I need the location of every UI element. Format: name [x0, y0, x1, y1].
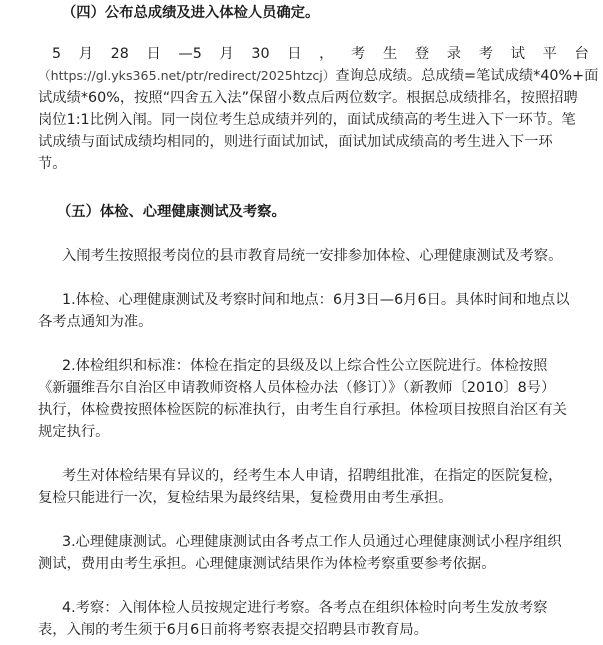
- paragraph-line: 试成绩*60%，按照“四舍五入法”保留小数点后两位数字。根据总成绩排名，按照招聘: [38, 90, 578, 106]
- spread-token: 月: [219, 46, 234, 62]
- spread-token: 日: [287, 46, 302, 62]
- spread-token: 日: [146, 46, 161, 62]
- list-item: 各考点通知为准。: [38, 314, 153, 330]
- list-item: 执行，体检费按照体检医院的标准执行，由考生自行承担。体检项目按照自治区有关: [38, 402, 567, 418]
- url-text: （https://gl.yks365.net/ptr/redirect/2025htzcj）: [38, 68, 336, 83]
- list-item: 测试，费用由考生承担。心理健康测试结果作为体检考察重要参考依据。: [38, 556, 496, 572]
- paragraph-line: [52, 44, 603, 64]
- spread-token: 生: [382, 46, 398, 62]
- paragraph-line: 复检只能进行一次，复检结果为最终结果，复检费用由考生承担。: [38, 490, 453, 506]
- paragraph-line: 节。: [38, 156, 67, 172]
- list-item: 2.体检组织和标准：体检在指定的县级及以上综合性公立医院进行。体检按照: [62, 358, 548, 374]
- spread-token: 登: [414, 46, 430, 62]
- list-item: 规定执行。: [38, 424, 110, 440]
- spread-token: 考: [351, 46, 366, 62]
- spread-token: ，: [319, 46, 334, 62]
- list-item: 《新疆维吾尔自治区申请教师资格人员体检办法（修订）》（新教师〔2010〕8号）: [38, 380, 556, 396]
- spread-token: 5: [52, 46, 62, 62]
- spread-token: —5: [178, 46, 202, 62]
- paragraph-line: 试成绩与面试成绩均相同的，则进行面试加试，面试加试成绩高的考生进入下一环: [38, 134, 553, 150]
- paragraph-line: 入闱考生按照报考岗位的县市教育局统一安排参加体检、心理健康测试及考察。: [62, 248, 563, 264]
- spread-token: 台: [574, 46, 589, 62]
- spread-token: 28: [110, 46, 129, 62]
- section-heading-5: （五）体检、心理健康测试及考察。: [57, 204, 286, 220]
- spread-token: 考: [478, 46, 494, 62]
- spread-token: 试: [510, 46, 525, 62]
- paragraph-line: （https://gl.yks365.net/ptr/redirect/2025htzcj）查询总成绩。总成绩=笔试成绩*40%+面: [38, 68, 599, 84]
- spread-token: 平: [542, 46, 557, 62]
- list-item: 1.体检、心理健康测试及考察时间和地点：6月3日—6月6日。具体时间和地点以: [62, 292, 570, 308]
- paragraph-line: 岗位1:1比例入闱。同一岗位考生总成绩并列的，面试成绩高的考生进入下一环节。笔: [38, 112, 576, 128]
- spread-token: 录: [446, 46, 462, 62]
- list-item: 表，入闱的考生须于6月6日前将考察表提交招聘县市教育局。: [38, 622, 428, 638]
- spread-token: 月: [78, 46, 94, 62]
- list-item: 4.考察：入闱体检人员按规定进行考察。各考点在组织体检时向考生发放考察: [62, 600, 548, 616]
- section-heading-4: （四）公布总成绩及进入体检人员确定。: [62, 5, 320, 21]
- list-item: 3.心理健康测试。心理健康测试由各考点工作人员通过心理健康测试小程序组织: [62, 534, 562, 550]
- spread-token: 30: [251, 46, 270, 62]
- paragraph-line: 考生对体检结果有异议的，经考生本人申请，招聘组批准，在指定的医院复检，: [62, 468, 563, 484]
